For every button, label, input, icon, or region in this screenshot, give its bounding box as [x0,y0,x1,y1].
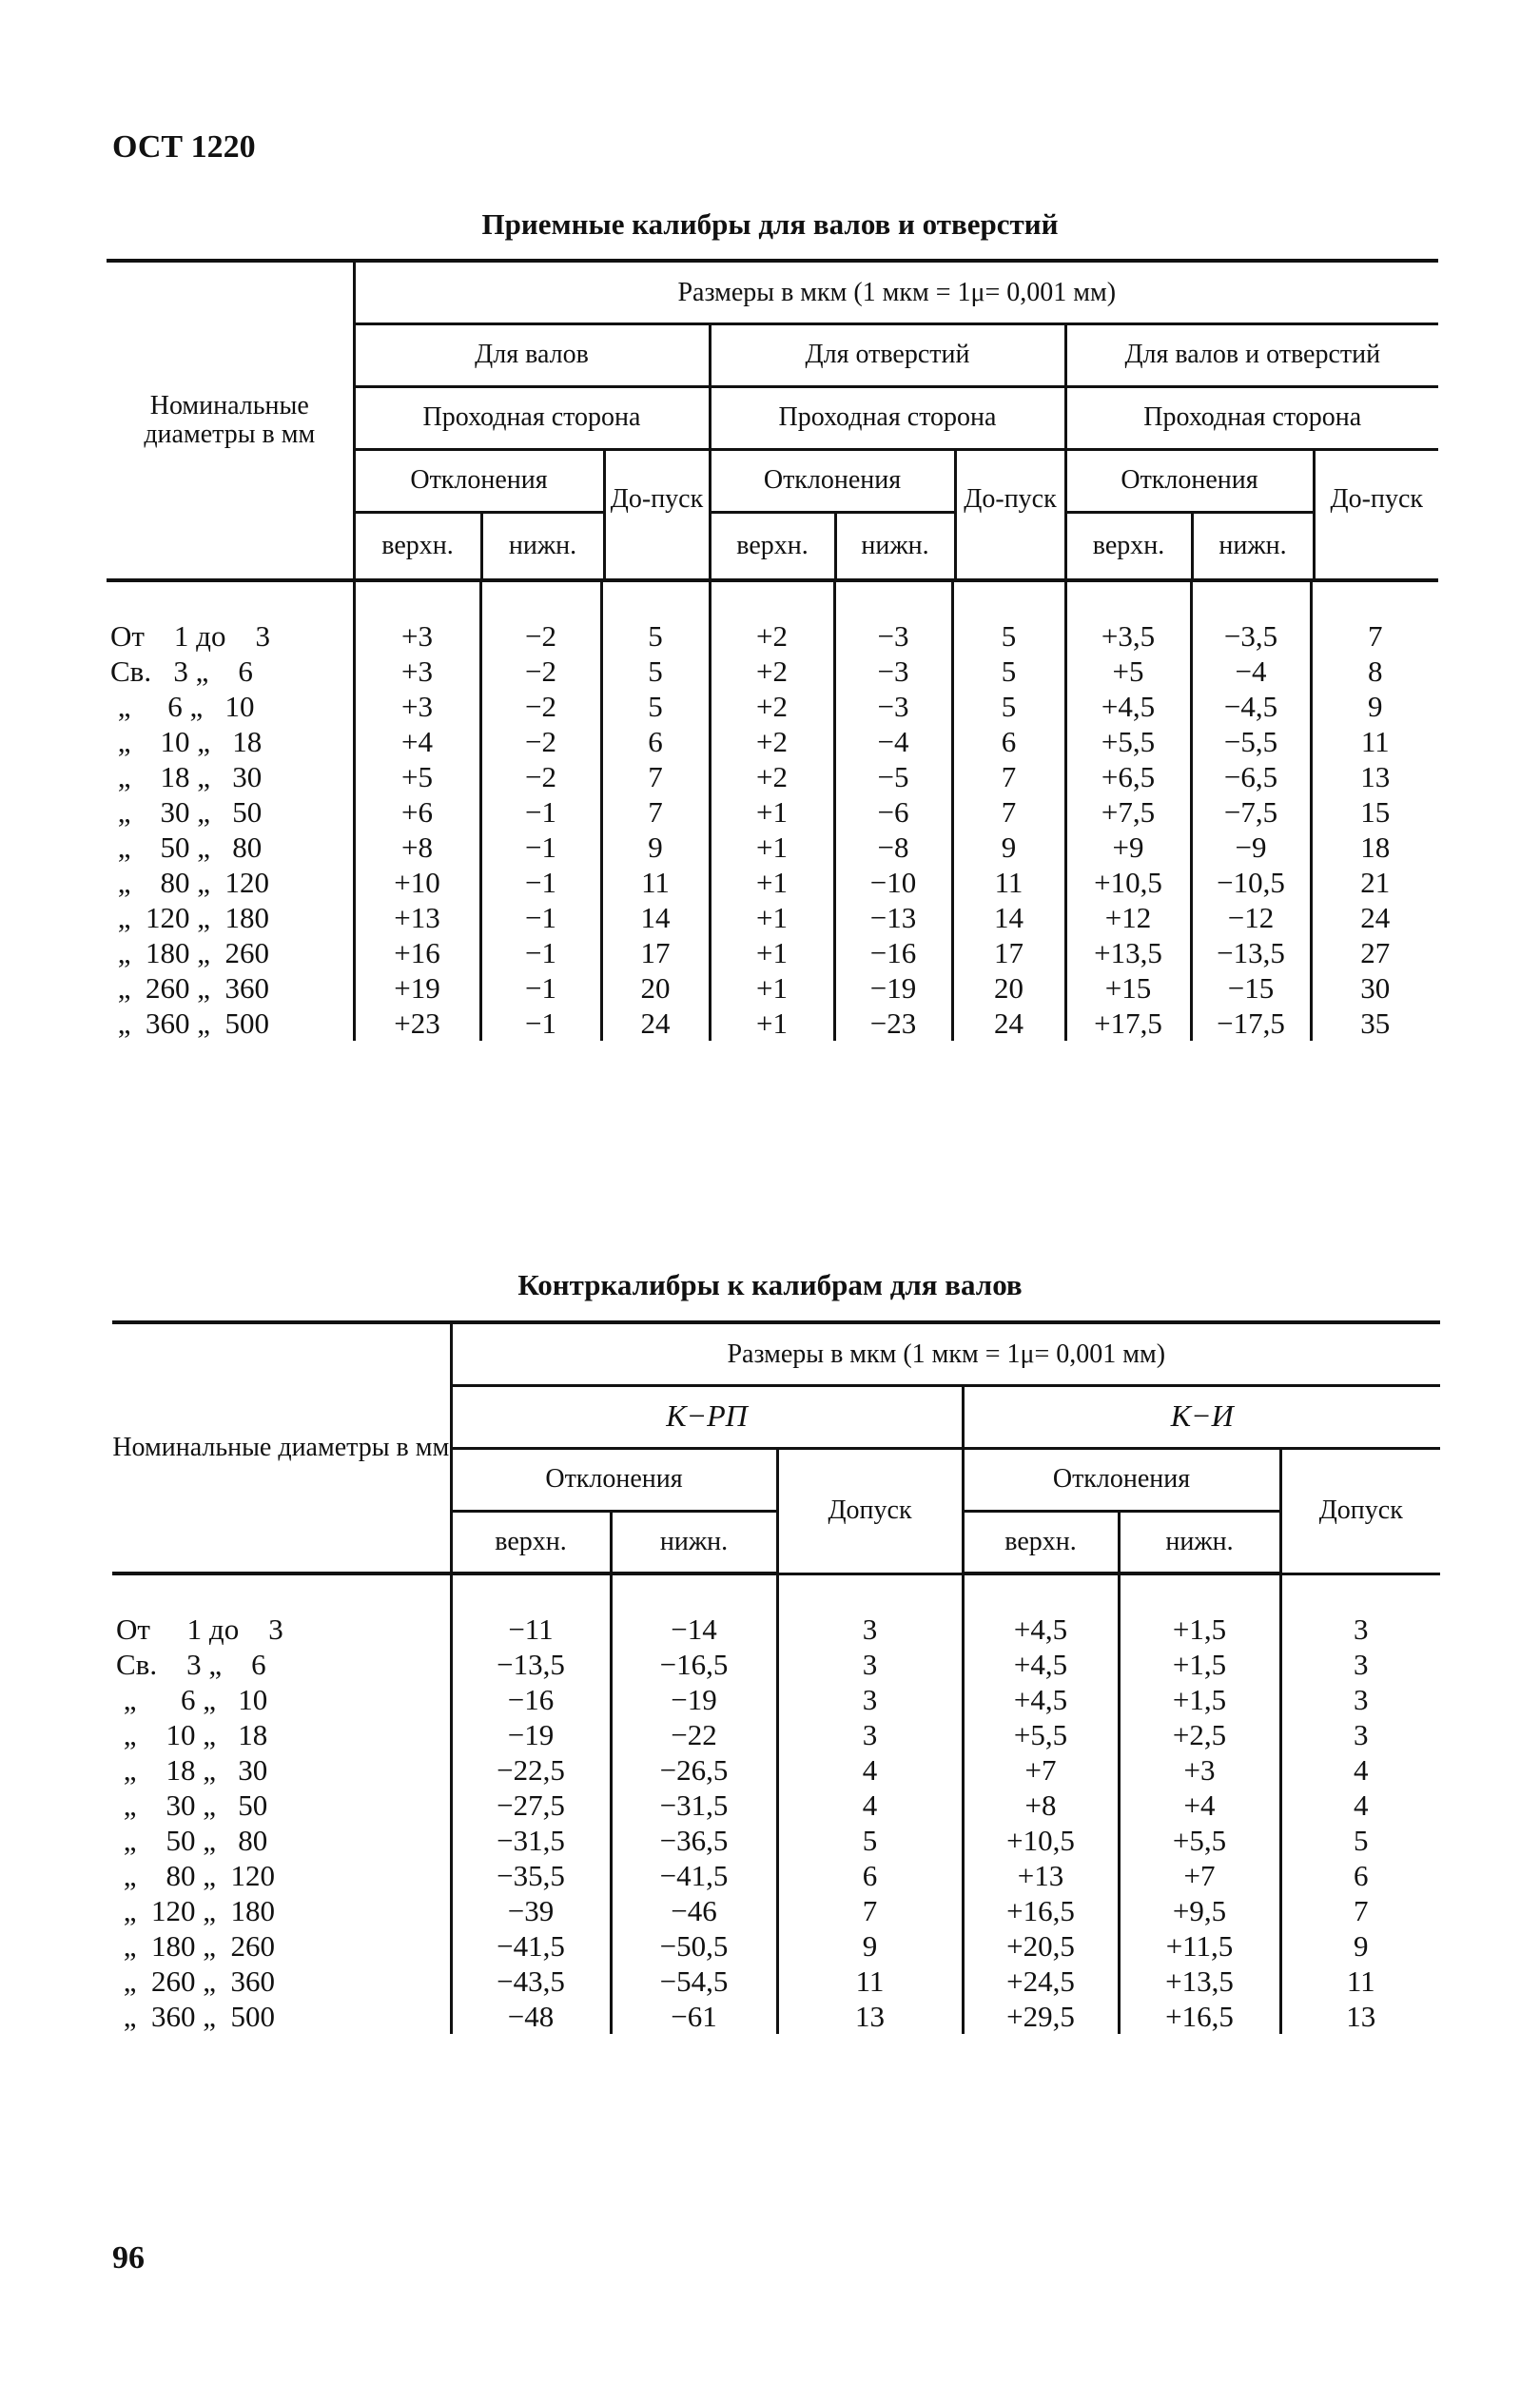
table-cell: −41,5 [611,1858,777,1893]
table2-check-gauges [112,1320,1440,2034]
table-cell: −2 [480,654,601,689]
table-cell: −50,5 [611,1928,777,1964]
table-cell: +4,5 [963,1682,1119,1717]
tolerance-label: До-пуск [1330,484,1423,515]
deviation-block-both [1065,449,1438,580]
table-cell: −31,5 [451,1823,611,1858]
row-label: „ 360 „ 500 [110,1006,270,1040]
group-holes: Для отверстий [710,323,1065,386]
table-cell: +1 [710,794,834,830]
table-cell: −12 [1191,900,1311,935]
table-cell: −1 [480,970,601,1006]
group-shafts-and-holes: Для валов и отверстий [1065,323,1438,386]
table-cell: −46 [611,1893,777,1928]
table-cell: −27,5 [451,1788,611,1823]
upper-label: верхн. [451,1511,611,1573]
table-cell: −48 [451,1999,611,2034]
table-cell: +9,5 [1119,1893,1280,1928]
row-label: „ 360 „ 500 [116,2000,276,2033]
table-cell: 13 [777,1999,963,2034]
table-cell: +3,5 [1065,618,1191,654]
table-cell: −41,5 [451,1928,611,1964]
table-cell: 3 [1280,1612,1440,1647]
table-cell: 5 [1280,1823,1440,1858]
table-cell: 5 [601,654,710,689]
table-cell: −1 [480,1006,601,1041]
table-cell: +8 [354,830,480,865]
table-cell: +3 [354,654,480,689]
table-cell: +3 [1119,1752,1280,1788]
table-cell: +15 [1065,970,1191,1006]
table-cell: +6,5 [1065,759,1191,794]
table-cell: −6 [834,794,952,830]
table-cell: 3 [777,1612,963,1647]
table-cell: 5 [952,654,1065,689]
table-cell: 14 [601,900,710,935]
table-cell: 15 [1311,794,1438,830]
table-cell: +23 [354,1006,480,1041]
table-cell: −9 [1191,830,1311,865]
table-cell: −23 [834,1006,952,1041]
table-cell: +16,5 [1119,1999,1280,2034]
table-cell: 7 [1280,1893,1440,1928]
lower-label: нижн. [1194,514,1316,578]
row-label: „ 50 „ 80 [116,1824,268,1857]
table-cell: −11 [451,1612,611,1647]
table-cell: 20 [601,970,710,1006]
table-cell: −19 [834,970,952,1006]
table-cell: 24 [952,1006,1065,1041]
table-cell: 9 [1311,689,1438,724]
table-row [112,1612,1440,1647]
table-cell: +10,5 [1065,865,1191,900]
table-cell: +5,5 [963,1717,1119,1752]
table-cell: +16,5 [963,1893,1119,1928]
table-cell: −17,5 [1191,1006,1311,1041]
table-cell: −1 [480,900,601,935]
table-cell: 13 [1280,1999,1440,2034]
row-label: „ 260 „ 360 [110,970,270,1005]
table-cell: −13 [834,900,952,935]
table1-title: Приемные калибры для валов и отверстий [481,207,1059,241]
table-cell: 4 [1280,1752,1440,1788]
table-cell: −16,5 [611,1647,777,1682]
row-label: „ 30 „ 50 [116,1788,268,1822]
upper-label: верхн. [963,1511,1119,1573]
row-label: „ 180 „ 260 [116,1929,276,1963]
table-cell: +10,5 [963,1823,1119,1858]
table-row [112,1893,1440,1928]
table-row [107,759,1438,794]
table-cell: 24 [601,1006,710,1041]
row-label: „ 80 „ 120 [116,1859,276,1892]
table-row [107,935,1438,970]
table-cell: 3 [1280,1682,1440,1717]
go-side-shafts: Проходная сторона [354,386,710,449]
table-cell: −22,5 [451,1752,611,1788]
deviations-label: Отклонения [712,451,957,514]
table-cell: +7 [963,1752,1119,1788]
table-cell: 7 [952,759,1065,794]
tolerance-label: До-пуск [610,484,704,515]
table-cell: +10 [354,865,480,900]
lower-label: нижн. [1119,1511,1280,1573]
table-cell: −16 [834,935,952,970]
table-cell: 9 [1280,1928,1440,1964]
table-cell: −4 [834,724,952,759]
table-cell: −2 [480,759,601,794]
table-cell: +1 [710,1006,834,1041]
table-cell: 6 [777,1858,963,1893]
row-label: „ 18 „ 30 [110,759,263,793]
table-row [112,1788,1440,1823]
table-cell: 3 [1280,1717,1440,1752]
table-row [112,1858,1440,1893]
table-cell: −5 [834,759,952,794]
table-cell: +4,5 [963,1647,1119,1682]
table-cell: +5 [354,759,480,794]
table-cell: 6 [1280,1858,1440,1893]
tolerance-label: Допуск [777,1448,963,1573]
table-cell: +24,5 [963,1964,1119,1999]
table-cell: −8 [834,830,952,865]
table-cell: 35 [1311,1006,1438,1041]
deviations-label: Отклонения [451,1448,777,1511]
table-cell: −3,5 [1191,618,1311,654]
units-header: Размеры в мкм (1 мкм = 1μ= 0,001 мм) [451,1322,1440,1385]
row-label: „ 30 „ 50 [110,794,263,829]
table-row [112,1964,1440,1999]
table-row [107,794,1438,830]
table-cell: +20,5 [963,1928,1119,1964]
table-cell: 3 [777,1717,963,1752]
table-cell: 5 [777,1823,963,1858]
table-cell: +4 [354,724,480,759]
table-cell: 13 [1311,759,1438,794]
table-cell: +2 [710,724,834,759]
table-cell: −13,5 [1191,935,1311,970]
table-cell: 11 [1311,724,1438,759]
page-number: 96 [112,2240,145,2276]
row-label: „ 10 „ 18 [116,1718,268,1751]
table-cell: −2 [480,724,601,759]
table-cell: +13 [963,1858,1119,1893]
table-cell: 17 [952,935,1065,970]
table-row [107,830,1438,865]
upper-label: верхн. [356,514,483,578]
table-cell: −7,5 [1191,794,1311,830]
table-cell: −31,5 [611,1788,777,1823]
go-side-holes: Проходная сторона [710,386,1065,449]
table-cell: −36,5 [611,1823,777,1858]
table-cell: −19 [611,1682,777,1717]
table-cell: 4 [1280,1788,1440,1823]
row-label: От 1 до 3 [116,1612,283,1646]
table-cell: −10,5 [1191,865,1311,900]
table-cell: 8 [1311,654,1438,689]
table-cell: 9 [601,830,710,865]
table2-body [112,1573,1440,2034]
row-label: „ 180 „ 260 [110,935,270,969]
table-cell: +2,5 [1119,1717,1280,1752]
table-cell: +2 [710,759,834,794]
table-cell: −19 [451,1717,611,1752]
table-row [112,1647,1440,1682]
table-cell: −4 [1191,654,1311,689]
table-cell: +2 [710,689,834,724]
table-cell: +11,5 [1119,1928,1280,1964]
table-cell: +16 [354,935,480,970]
lower-label: нижн. [611,1511,777,1573]
table-cell: +1 [710,865,834,900]
table-cell: 7 [601,794,710,830]
deviation-block-holes [710,449,1065,580]
table-cell: −3 [834,654,952,689]
col-nominal-diameters: Номинальные диаметры в мм [112,1322,451,1573]
group-k-i: К−И [963,1385,1440,1448]
table-row [107,654,1438,689]
tolerance-label: До-пуск [964,484,1057,515]
table-cell: 21 [1311,865,1438,900]
table-cell: 18 [1311,830,1438,865]
table-cell: 4 [777,1788,963,1823]
go-side-both: Проходная сторона [1065,386,1438,449]
table-cell: 7 [601,759,710,794]
table-cell: 3 [777,1682,963,1717]
row-label: Св. 3 „ 6 [116,1648,266,1681]
table-cell: +2 [710,618,834,654]
upper-label: верхн. [712,514,837,578]
deviations-label: Отклонения [963,1448,1280,1511]
table-cell: 5 [601,618,710,654]
table-cell: −3 [834,618,952,654]
upper-label: верхн. [1067,514,1194,578]
table-cell: +5,5 [1119,1823,1280,1858]
row-label: „ 260 „ 360 [116,1964,276,1998]
table-cell: +3 [354,618,480,654]
table-row [112,1928,1440,1964]
table-cell: +3 [354,689,480,724]
table-cell: 3 [777,1647,963,1682]
table-cell: +2 [710,654,834,689]
table-cell: 6 [601,724,710,759]
table-cell: 6 [952,724,1065,759]
table-cell: +4 [1119,1788,1280,1823]
row-label: „ 6 „ 10 [110,689,255,723]
table-cell: +19 [354,970,480,1006]
table-cell: +13,5 [1065,935,1191,970]
table-cell: 9 [777,1928,963,1964]
table-cell: +1 [710,970,834,1006]
table2-title: Контркалибры к калибрам для валов [517,1268,1023,1301]
table-row [112,1717,1440,1752]
table-cell: 5 [952,618,1065,654]
table-cell: 5 [952,689,1065,724]
table-row [107,689,1438,724]
tolerance-label: Допуск [1280,1448,1440,1573]
table-cell: 11 [1280,1964,1440,1999]
table-cell: +7,5 [1065,794,1191,830]
table-cell: −35,5 [451,1858,611,1893]
table-cell: −39 [451,1893,611,1928]
table-cell: −1 [480,830,601,865]
row-label: „ 80 „ 120 [110,865,270,899]
table-cell: −3 [834,689,952,724]
table-row [112,1682,1440,1717]
row-label: Св. 3 „ 6 [110,654,253,688]
row-label: „ 120 „ 180 [116,1894,276,1927]
row-label: „ 120 „ 180 [110,900,270,934]
table-row [107,724,1438,759]
table-cell: −15 [1191,970,1311,1006]
table-cell: +1,5 [1119,1612,1280,1647]
table-cell: 27 [1311,935,1438,970]
table-cell: +5 [1065,654,1191,689]
table-row [107,970,1438,1006]
group-k-rp: К−РП [451,1385,963,1448]
table-row [112,1999,1440,2034]
table-cell: +17,5 [1065,1006,1191,1041]
table1-body [107,580,1438,1041]
table-cell: 14 [952,900,1065,935]
table-cell: −13,5 [451,1647,611,1682]
table-cell: 3 [1280,1647,1440,1682]
table-cell: −61 [611,1999,777,2034]
table-cell: +5,5 [1065,724,1191,759]
document-code: ОСТ 1220 [112,129,256,165]
table-cell: −54,5 [611,1964,777,1999]
table-cell: −4,5 [1191,689,1311,724]
table-cell: 30 [1311,970,1438,1006]
table-cell: +8 [963,1788,1119,1823]
lower-label: нижн. [837,514,957,578]
table-cell: +29,5 [963,1999,1119,2034]
table-row [107,1006,1438,1041]
table-cell: −2 [480,618,601,654]
table-cell: −5,5 [1191,724,1311,759]
table-cell: −1 [480,865,601,900]
table-row [112,1752,1440,1788]
table-cell: −1 [480,935,601,970]
table-cell: 7 [1311,618,1438,654]
table-cell: +1,5 [1119,1647,1280,1682]
table-row [107,900,1438,935]
table-cell: −14 [611,1612,777,1647]
table-cell: −16 [451,1682,611,1717]
row-label: „ 10 „ 18 [110,724,263,758]
table-cell: −6,5 [1191,759,1311,794]
table-cell: +13,5 [1119,1964,1280,1999]
table-cell: +4,5 [1065,689,1191,724]
table-cell: −26,5 [611,1752,777,1788]
units-header: Размеры в мкм (1 мкм = 1μ= 0,001 мм) [354,261,1438,323]
row-label: „ 18 „ 30 [116,1753,268,1787]
row-label: От 1 до 3 [110,618,270,653]
row-label: „ 50 „ 80 [110,830,263,864]
deviations-label: Отклонения [356,451,606,514]
table-cell: +1 [710,830,834,865]
table-cell: 7 [777,1893,963,1928]
group-shafts: Для валов [354,323,710,386]
table-cell: +9 [1065,830,1191,865]
table-cell: 7 [952,794,1065,830]
table-cell: +7 [1119,1858,1280,1893]
table-cell: +1 [710,935,834,970]
table-cell: +1 [710,900,834,935]
table-cell: 11 [777,1964,963,1999]
table-cell: +13 [354,900,480,935]
table-cell: 11 [601,865,710,900]
lower-label: нижн. [483,514,606,578]
table-cell: −22 [611,1717,777,1752]
table-cell: +6 [354,794,480,830]
table-cell: 9 [952,830,1065,865]
table-cell: −2 [480,689,601,724]
table-row [107,618,1438,654]
table-cell: +1,5 [1119,1682,1280,1717]
table-cell: 24 [1311,900,1438,935]
table-cell: 20 [952,970,1065,1006]
table-cell: −1 [480,794,601,830]
table-cell: −10 [834,865,952,900]
table-cell: +4,5 [963,1612,1119,1647]
table-cell: 4 [777,1752,963,1788]
table-cell: 17 [601,935,710,970]
table-cell: +12 [1065,900,1191,935]
table-cell: 5 [601,689,710,724]
table-row [107,865,1438,900]
table-cell: 11 [952,865,1065,900]
table1-acceptance-gauges [107,259,1438,1041]
deviation-block-shafts [354,449,710,580]
table-cell: −43,5 [451,1964,611,1999]
table-row [112,1823,1440,1858]
col-nominal-diameters: Номинальные диаметры в мм [107,261,354,580]
deviations-label: Отклонения [1067,451,1316,514]
row-label: „ 6 „ 10 [116,1683,268,1716]
